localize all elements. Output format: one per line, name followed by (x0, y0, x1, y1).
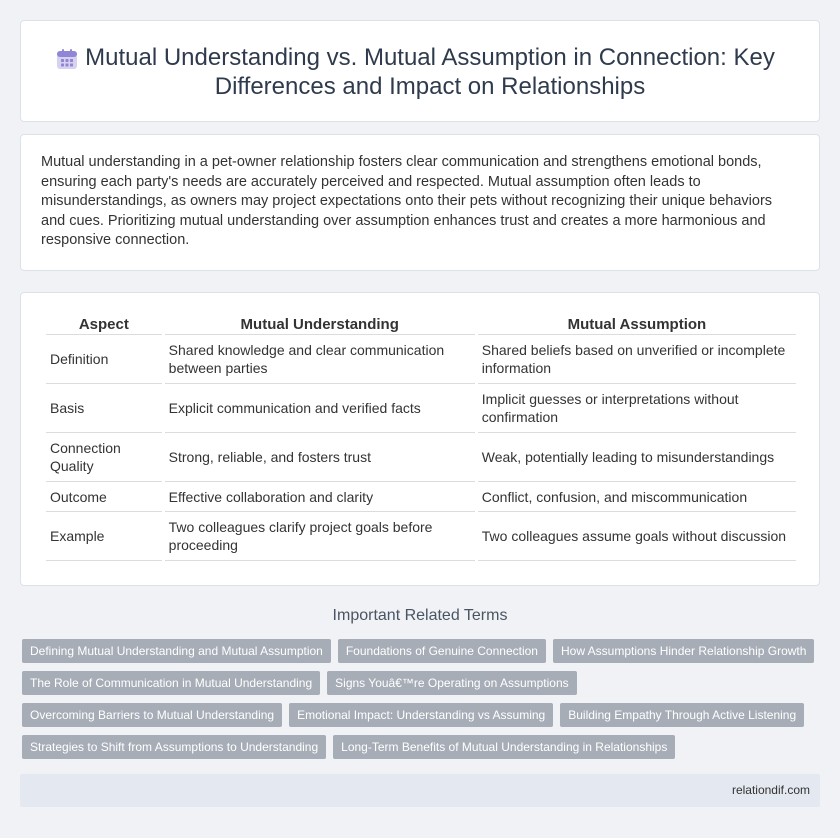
cell-aspect: Example (46, 512, 162, 561)
footer (20, 774, 820, 807)
related-term-tag[interactable]: Building Empathy Through Active Listening (560, 703, 804, 727)
cell-understanding: Effective collaboration and clarity (165, 482, 475, 512)
cell-aspect: Basis (46, 384, 162, 433)
table-row (46, 482, 796, 512)
related-term-tag[interactable]: Strategies to Shift from Assumptions to Understanding (22, 735, 326, 759)
cell-understanding: Explicit communication and verified facts (165, 384, 475, 433)
related-term-tag[interactable]: The Role of Communication in Mutual Understanding (22, 671, 320, 695)
related-term-tag[interactable]: Defining Mutual Understanding and Mutual Assumption (22, 639, 331, 663)
related-term-tag[interactable]: Signs Youâ€™re Operating on Assumptions (327, 671, 576, 695)
cell-assumption: Shared beliefs based on unverified or incomplete information (478, 335, 796, 384)
table-header-row (46, 313, 796, 335)
table-row (46, 335, 796, 384)
cell-assumption: Weak, potentially leading to misunderstandings (478, 433, 796, 482)
header-card (20, 20, 820, 122)
comparison-table-card (20, 292, 820, 586)
comparison-table (43, 313, 799, 561)
related-term-tag[interactable]: Long-Term Benefits of Mutual Understanding in Relationships (333, 735, 675, 759)
header-mutual-understanding: Mutual Understanding (165, 313, 475, 335)
intro-paragraph: Mutual understanding in a pet-owner relationship fosters clear communication and strengthens emotional bonds, ensuring each party's needs are accurately perceived and respected. Mutual assumption often leads to misunderstandings, as owners may project expectations onto their pets without recognizing their unique behaviors and cues. Prioritizing mutual understanding over assumption enhances trust and creates a more harmonious and responsive connection. (41, 154, 773, 248)
intro-card (20, 134, 820, 271)
related-terms-title: Important Related Terms (332, 607, 508, 624)
footer-site-link[interactable]: relationdif.com (731, 783, 810, 797)
cell-understanding: Shared knowledge and clear communication between parties (165, 335, 475, 384)
related-term-tag[interactable]: How Assumptions Hinder Relationship Growth (553, 639, 814, 663)
table-row (46, 433, 796, 482)
related-terms-list (22, 639, 822, 759)
page-title: Mutual Understanding vs. Mutual Assumption in Connection: Key Differences and Impact on Relationships (85, 44, 775, 100)
table-row (46, 384, 796, 433)
header-aspect: Aspect (46, 313, 162, 335)
header-mutual-assumption: Mutual Assumption (478, 313, 796, 335)
table-row (46, 512, 796, 561)
related-term-tag[interactable]: Overcoming Barriers to Mutual Understanding (22, 703, 282, 727)
related-term-tag[interactable]: Emotional Impact: Understanding vs Assuming (289, 703, 553, 727)
cell-understanding: Strong, reliable, and fosters trust (165, 433, 475, 482)
cell-assumption: Implicit guesses or interpretations without confirmation (478, 384, 796, 433)
cell-aspect: Definition (46, 335, 162, 384)
cell-understanding: Two colleagues clarify project goals before proceeding (165, 512, 475, 561)
related-term-tag[interactable]: Foundations of Genuine Connection (338, 639, 546, 663)
cell-aspect: Outcome (46, 482, 162, 512)
cell-aspect: Connection Quality (46, 433, 162, 482)
cell-assumption: Two colleagues assume goals without discussion (478, 512, 796, 561)
cell-assumption: Conflict, confusion, and miscommunication (478, 482, 796, 512)
